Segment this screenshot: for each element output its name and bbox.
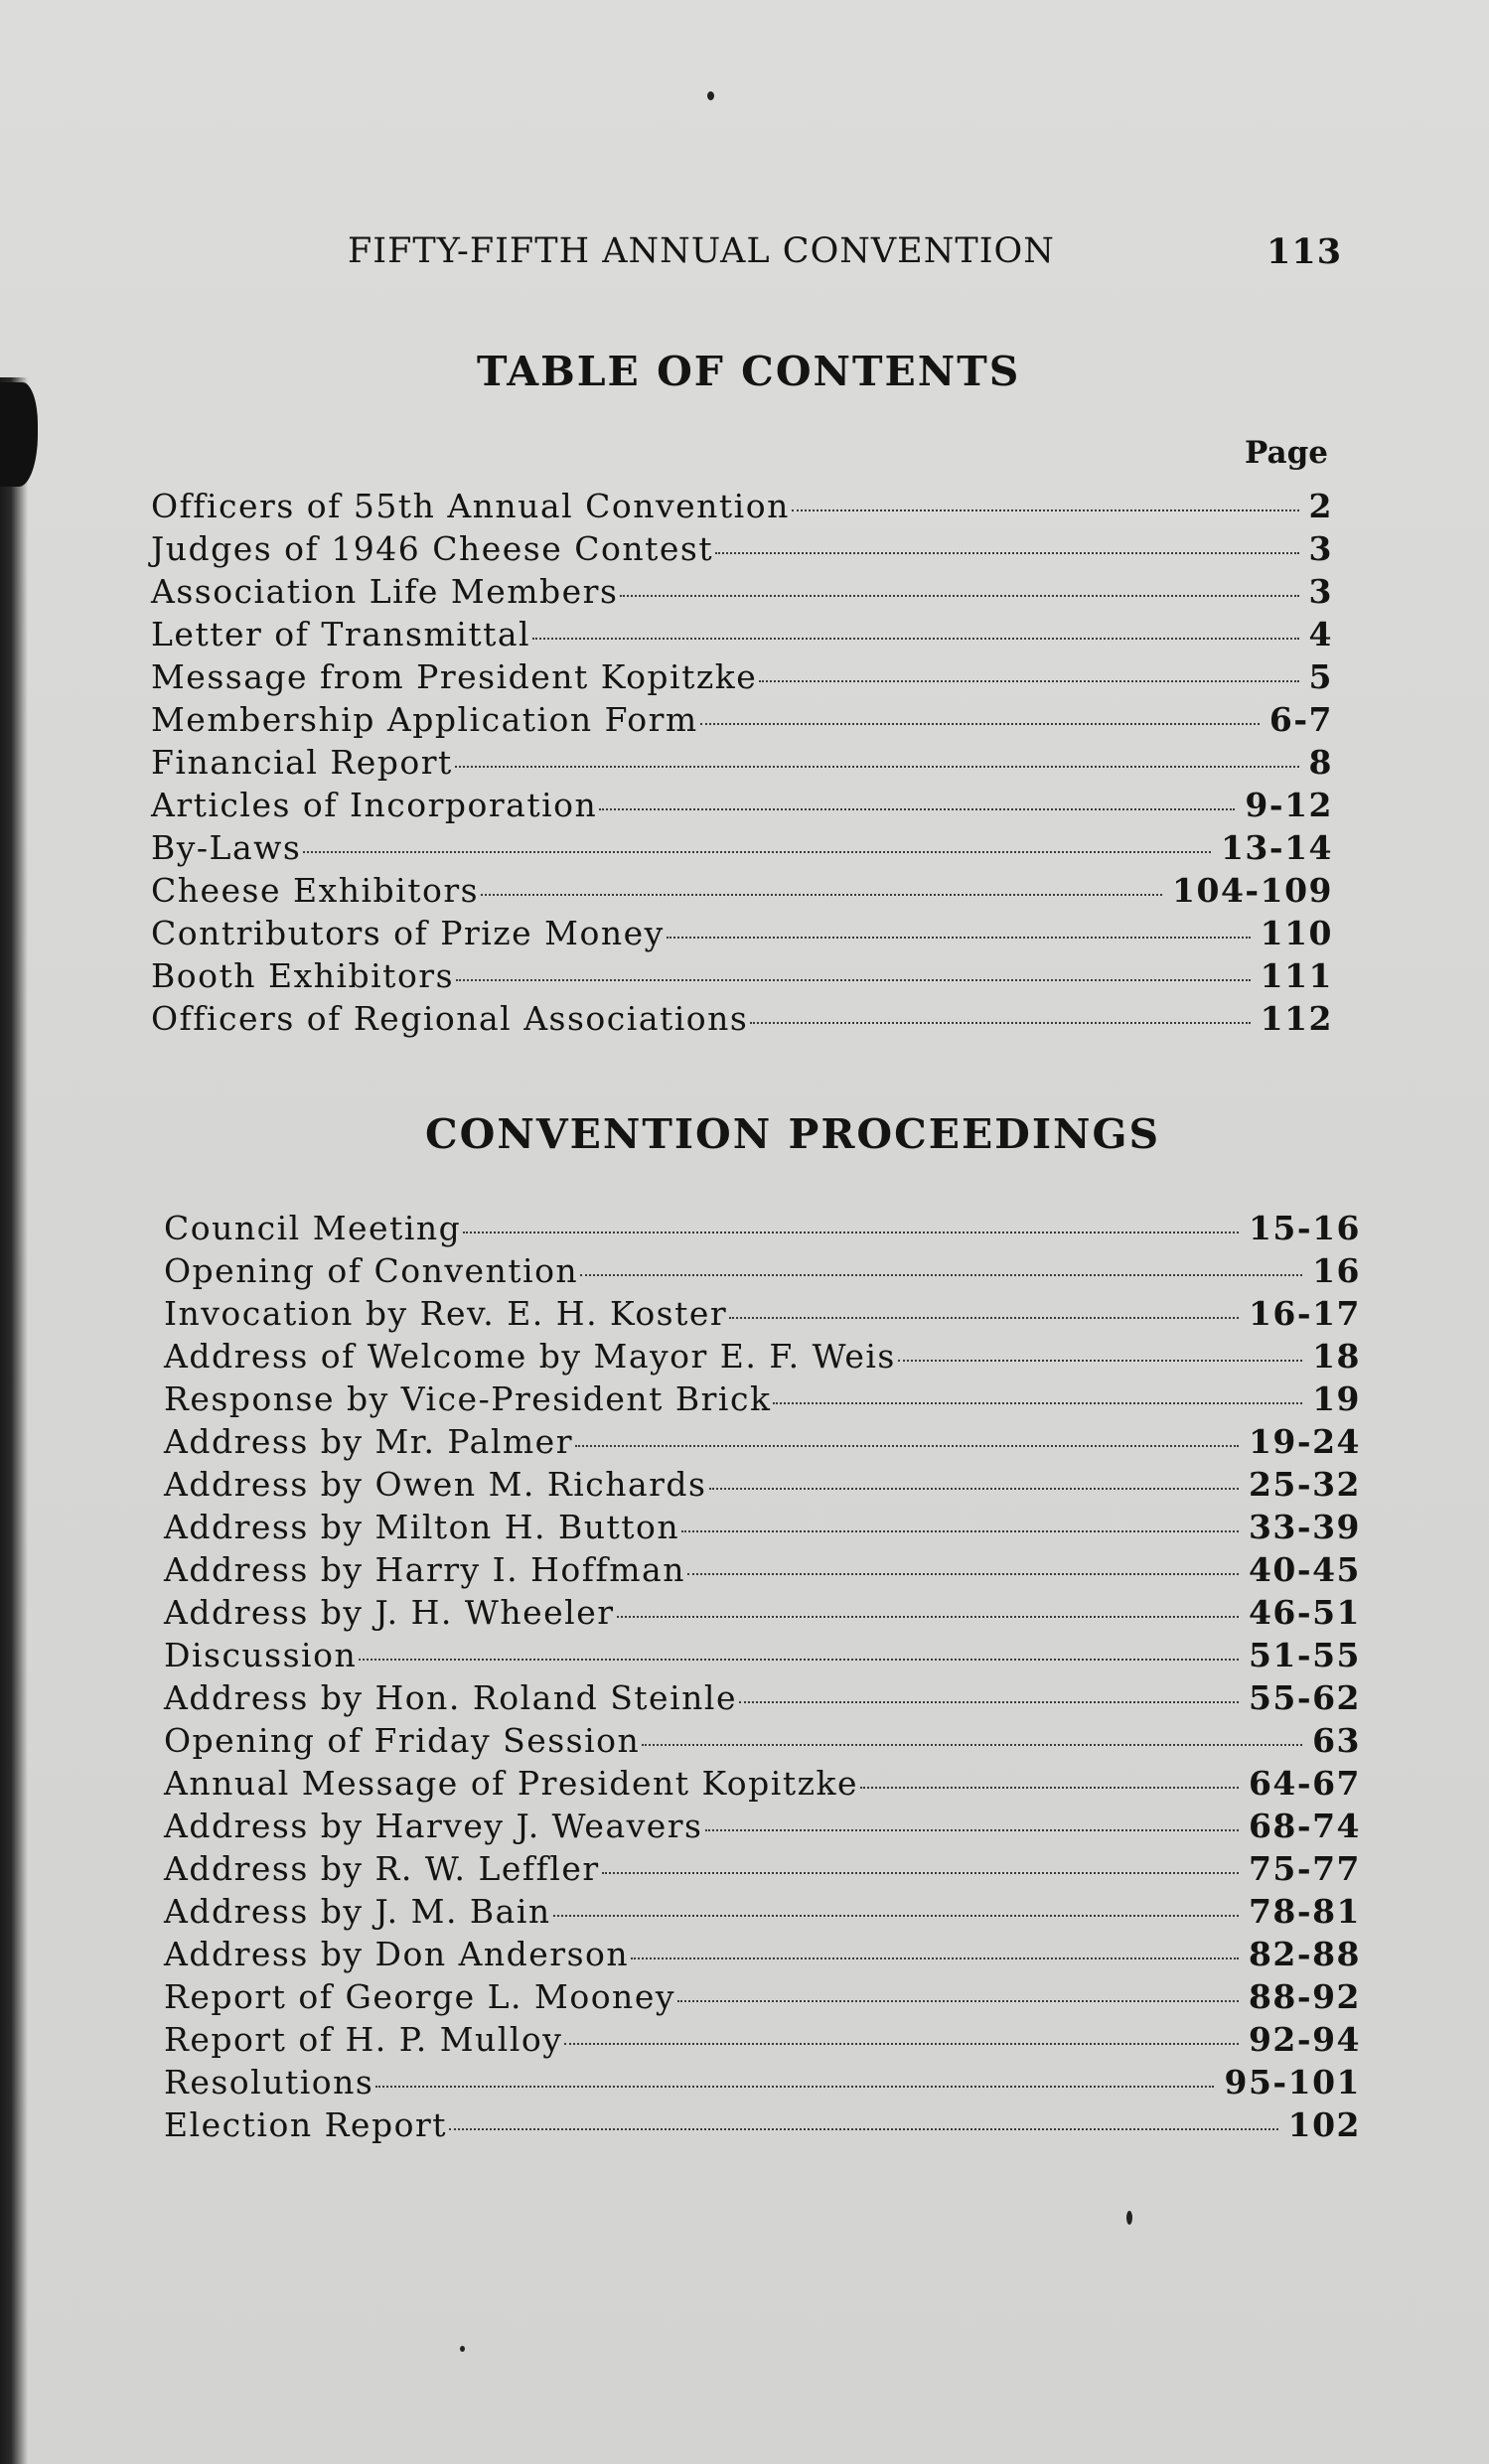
entry-pages: 3 xyxy=(1308,572,1333,611)
dot-leader xyxy=(456,979,1251,981)
entry-label: Report of George L. Mooney xyxy=(164,1977,675,2016)
toc-entry xyxy=(164,1465,1361,1508)
toc-entry xyxy=(151,786,1333,828)
dot-leader xyxy=(750,1022,1250,1024)
dot-leader xyxy=(599,808,1235,810)
entry-pages: 4 xyxy=(1308,615,1333,653)
dot-leader xyxy=(303,851,1211,853)
entry-pages: 8 xyxy=(1308,743,1333,782)
dot-leader xyxy=(667,937,1251,939)
entry-pages: 46-51 xyxy=(1248,1593,1361,1632)
dot-leader xyxy=(677,2000,1239,2002)
entry-label: Annual Message of President Kopitzke xyxy=(164,1764,859,1803)
entry-pages: 19-24 xyxy=(1248,1422,1361,1461)
entry-label: Cheese Exhibitors xyxy=(151,871,480,910)
contents-list xyxy=(151,487,1333,1042)
toc-entry xyxy=(151,999,1333,1042)
entry-pages: 75-77 xyxy=(1248,1849,1361,1888)
running-head-title: FIFTY-FIFTH ANNUAL CONVENTION xyxy=(348,231,1055,271)
dot-leader xyxy=(860,1787,1239,1789)
entry-label: Opening of Friday Session xyxy=(164,1721,641,1760)
toc-entry xyxy=(164,2020,1361,2063)
entry-pages: 5 xyxy=(1308,657,1333,696)
entry-pages: 64-67 xyxy=(1248,1764,1361,1803)
entry-label: Officers of Regional Associations xyxy=(151,999,749,1038)
entry-pages: 110 xyxy=(1260,914,1333,952)
entry-pages: 55-62 xyxy=(1248,1678,1361,1717)
entry-label: Address by Harvey J. Weavers xyxy=(164,1807,703,1845)
dot-leader xyxy=(700,723,1260,725)
dot-leader xyxy=(631,1957,1239,1959)
page-number: 113 xyxy=(1266,231,1343,272)
entry-pages: 82-88 xyxy=(1248,1935,1361,1973)
entry-label: Address by Milton H. Button xyxy=(164,1508,680,1546)
dot-leader xyxy=(759,680,1298,682)
table-of-contents-title: TABLE OF CONTENTS xyxy=(477,348,1021,395)
entry-label: Invocation by Rev. E. H. Koster xyxy=(164,1294,728,1333)
entry-label: Address by J. H. Wheeler xyxy=(164,1593,615,1632)
dot-leader xyxy=(898,1360,1302,1362)
dot-leader xyxy=(739,1701,1239,1703)
toc-entry xyxy=(151,615,1333,657)
toc-entry xyxy=(151,572,1333,615)
ink-speck xyxy=(707,91,714,100)
dot-leader xyxy=(580,1274,1302,1276)
toc-entry xyxy=(164,1935,1361,1977)
dot-leader xyxy=(375,2086,1214,2088)
entry-label: Report of H. P. Mulloy xyxy=(164,2020,563,2059)
entry-pages: 6-7 xyxy=(1268,700,1333,739)
toc-entry xyxy=(164,1807,1361,1849)
dot-leader xyxy=(553,1915,1239,1917)
toc-entry xyxy=(164,1379,1361,1422)
entry-label: Address by R. W. Leffler xyxy=(164,1849,600,1888)
entry-label: Officers of 55th Annual Convention xyxy=(151,487,790,525)
entry-label: Membership Application Form xyxy=(151,700,698,739)
dot-leader xyxy=(449,2128,1278,2130)
entry-pages: 33-39 xyxy=(1248,1508,1361,1546)
entry-pages: 95-101 xyxy=(1224,2063,1361,2102)
dot-leader xyxy=(532,638,1298,640)
toc-entry xyxy=(164,2105,1361,2148)
entry-pages: 104-109 xyxy=(1172,871,1333,910)
dot-leader xyxy=(359,1659,1239,1661)
entry-pages: 111 xyxy=(1260,956,1333,995)
convention-proceedings-title: CONVENTION PROCEEDINGS xyxy=(425,1110,1161,1158)
entry-label: Address of Welcome by Mayor E. F. Weis xyxy=(164,1337,896,1376)
toc-entry xyxy=(151,743,1333,786)
entry-pages: 78-81 xyxy=(1248,1892,1361,1931)
entry-pages: 13-14 xyxy=(1220,828,1333,867)
entry-pages: 102 xyxy=(1287,2105,1361,2144)
dot-leader xyxy=(705,1829,1239,1831)
dot-leader xyxy=(729,1317,1239,1319)
entry-label: Opening of Convention xyxy=(164,1251,579,1290)
toc-entry xyxy=(151,914,1333,956)
entry-label: Contributors of Prize Money xyxy=(151,914,665,952)
toc-entry xyxy=(151,956,1333,999)
dot-leader xyxy=(642,1744,1302,1746)
entry-label: Address by Mr. Palmer xyxy=(164,1422,573,1461)
binding-shadow xyxy=(0,377,28,2464)
entry-label: Address by Don Anderson xyxy=(164,1935,630,1973)
entry-label: Booth Exhibitors xyxy=(151,956,455,995)
dot-leader xyxy=(792,509,1299,511)
entry-label: Association Life Members xyxy=(151,572,619,611)
toc-entry xyxy=(151,828,1333,871)
page-column-label: Page xyxy=(1245,435,1328,471)
entry-label: Letter of Transmittal xyxy=(151,615,531,653)
dot-leader xyxy=(617,1616,1239,1618)
entry-pages: 15-16 xyxy=(1248,1209,1361,1247)
entry-label: Resolutions xyxy=(164,2063,374,2102)
entry-pages: 3 xyxy=(1308,529,1333,568)
toc-entry xyxy=(164,1721,1361,1764)
toc-entry xyxy=(151,487,1333,529)
toc-entry xyxy=(164,1251,1361,1294)
entry-label: By-Laws xyxy=(151,828,302,867)
entry-pages: 63 xyxy=(1312,1721,1361,1760)
entry-pages: 16-17 xyxy=(1248,1294,1361,1333)
toc-entry xyxy=(164,1764,1361,1807)
entry-label: Address by Harry I. Hoffman xyxy=(164,1550,685,1589)
toc-entry xyxy=(164,1892,1361,1935)
toc-entry xyxy=(164,1550,1361,1593)
entry-label: Response by Vice-President Brick xyxy=(164,1379,772,1418)
running-head xyxy=(348,231,1341,281)
entry-label: Message from President Kopitzke xyxy=(151,657,758,696)
toc-entry xyxy=(164,1294,1361,1337)
ink-speck xyxy=(460,2346,465,2352)
dot-leader xyxy=(681,1530,1239,1532)
entry-pages: 9-12 xyxy=(1245,786,1333,824)
toc-entry xyxy=(164,1678,1361,1721)
entry-pages: 19 xyxy=(1312,1379,1361,1418)
entry-label: Election Report xyxy=(164,2105,447,2144)
entry-label: Articles of Incorporation xyxy=(151,786,598,824)
entry-pages: 16 xyxy=(1312,1251,1361,1290)
dot-leader xyxy=(773,1402,1302,1404)
entry-pages: 40-45 xyxy=(1248,1550,1361,1589)
dot-leader xyxy=(709,1488,1239,1490)
entry-pages: 92-94 xyxy=(1248,2020,1361,2059)
entry-label: Discussion xyxy=(164,1636,358,1674)
toc-entry xyxy=(151,700,1333,743)
ink-speck xyxy=(1126,2211,1132,2225)
toc-entry xyxy=(164,1337,1361,1379)
entry-pages: 112 xyxy=(1260,999,1333,1038)
dot-leader xyxy=(564,2043,1239,2045)
entry-pages: 51-55 xyxy=(1248,1636,1361,1674)
dot-leader xyxy=(481,894,1162,896)
entry-label: Council Meeting xyxy=(164,1209,462,1247)
entry-label: Address by Owen M. Richards xyxy=(164,1465,707,1504)
dot-leader xyxy=(602,1872,1239,1874)
proceedings-list xyxy=(164,1209,1361,2148)
toc-entry xyxy=(164,1508,1361,1550)
toc-entry xyxy=(164,1977,1361,2020)
toc-entry xyxy=(164,2063,1361,2105)
entry-pages: 18 xyxy=(1312,1337,1361,1376)
entry-label: Financial Report xyxy=(151,743,453,782)
entry-label: Address by Hon. Roland Steinle xyxy=(164,1678,737,1717)
dot-leader xyxy=(575,1445,1239,1447)
toc-entry xyxy=(164,1636,1361,1678)
dot-leader xyxy=(455,766,1299,768)
dot-leader xyxy=(687,1573,1239,1575)
entry-label: Judges of 1946 Cheese Contest xyxy=(151,529,714,568)
dot-leader xyxy=(620,595,1298,597)
dot-leader xyxy=(463,1232,1239,1233)
entry-label: Address by J. M. Bain xyxy=(164,1892,551,1931)
toc-entry xyxy=(151,529,1333,572)
toc-entry xyxy=(164,1593,1361,1636)
toc-entry xyxy=(164,1422,1361,1465)
toc-entry xyxy=(151,871,1333,914)
entry-pages: 25-32 xyxy=(1248,1465,1361,1504)
entry-pages: 2 xyxy=(1308,487,1333,525)
toc-entry xyxy=(151,657,1333,700)
dot-leader xyxy=(715,552,1298,554)
toc-entry xyxy=(164,1209,1361,1251)
entry-pages: 68-74 xyxy=(1248,1807,1361,1845)
entry-pages: 88-92 xyxy=(1248,1977,1361,2016)
toc-entry xyxy=(164,1849,1361,1892)
binding-mark xyxy=(0,382,38,487)
